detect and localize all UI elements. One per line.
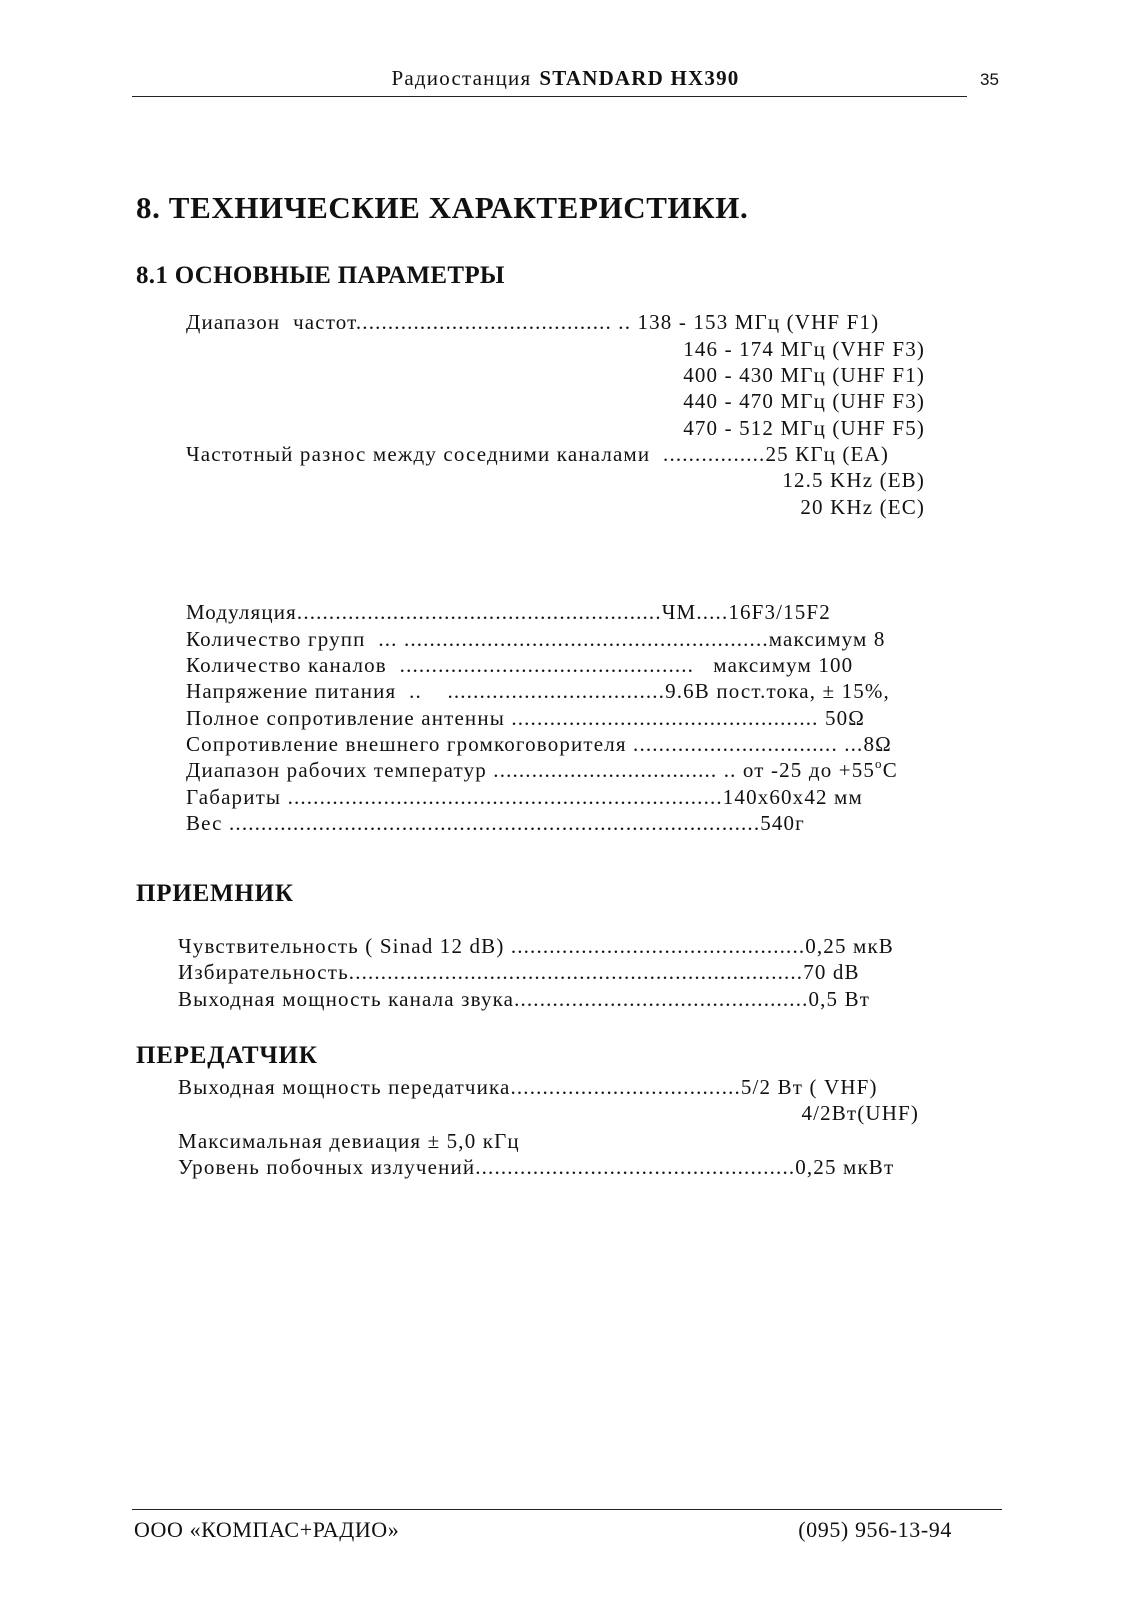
spec-supply-voltage: Напряжение питания .. ..................................9.6В пост.тока, ± 15%,	[186, 679, 890, 703]
spec-channel-spacing-3: 20 KHz (EC)	[800, 495, 925, 519]
spec-modulation: Модуляция.........................................................ЧМ.....16F3/15F2	[186, 600, 831, 624]
spec-max-deviation: Максимальная девиация ± 5,0 кГц	[178, 1129, 520, 1153]
spec-speaker-impedance: Сопротивление внешнего громкоговорителя ................................ ...8Ω	[186, 732, 892, 756]
subsection-heading: 8.1 ОСНОВНЫЕ ПАРАМЕТРЫ	[136, 262, 505, 289]
section-heading: 8. ТЕХНИЧЕСКИЕ ХАРАКТЕРИСТИКИ.	[136, 190, 749, 225]
footer-company: ООО «КОМПАС+РАДИО»	[134, 1517, 400, 1542]
spec-channel-spacing-2: 12.5 KHz (EB)	[782, 468, 925, 492]
spec-weight: Вес ...................................................................................540г	[186, 811, 805, 835]
spec-tx-power: Выходная мощность передатчика....................................5/2 Вт ( VHF)	[178, 1075, 878, 1099]
degree-sign: o	[875, 756, 883, 771]
spec-freq-range-5: 470 - 512 МГц (UHF F5)	[683, 416, 925, 440]
temperature-unit: C	[882, 758, 898, 782]
spec-freq-range: Диапазон частот........................................ .. 138 - 153 МГц (VHF F1)	[186, 310, 880, 334]
transmitter-heading: ПЕРЕДАТЧИК	[136, 1042, 318, 1069]
spec-channels: Количество каналов .............................................. максимум 100	[186, 653, 854, 677]
spec-tx-power-2: 4/2Вт(UHF)	[801, 1101, 919, 1125]
spec-temperature-range	[186, 757, 898, 784]
spec-channel-spacing: Частотный разнос между соседними каналами ................25 КГц (EA)	[186, 442, 889, 466]
spec-sensitivity: Чувствительность ( Sinad 12 dB) ..............................................0,25 мкВ	[178, 934, 894, 958]
spec-audio-output: Выходная мощность канала звука..............................................0,5 Вт	[178, 987, 871, 1011]
spec-antenna-impedance: Полное сопротивление антенны ................................................ 50Ω	[186, 706, 866, 730]
temperature-text: Диапазон рабочих температур ................................... .. от -25 до +55	[186, 758, 876, 782]
footer-rule	[132, 1509, 1002, 1510]
spec-freq-range-2: 146 - 174 МГц (VHF F3)	[683, 337, 925, 361]
spec-selectivity: Избирательность.......................................................................70 dB	[178, 960, 860, 984]
spec-dimensions: Габариты ....................................................................140х60х42 мм	[186, 785, 863, 809]
header-title-prefix: Радиостанция	[391, 66, 532, 90]
spec-freq-range-3: 400 - 430 МГц (UHF F1)	[683, 363, 925, 387]
header-model-name: STANDARD HX390	[539, 66, 740, 90]
spec-spurious-emissions: Уровень побочных излучений..................................................0,25 мкВт	[178, 1155, 895, 1179]
receiver-heading: ПРИЕМНИК	[136, 880, 294, 907]
spec-groups: Количество групп ... .........................................................максимум 8	[186, 627, 886, 651]
footer-phone: (095) 956-13-94	[798, 1517, 952, 1542]
running-header	[0, 66, 1131, 91]
header-rule	[132, 96, 967, 97]
page-number: 35	[980, 70, 999, 89]
spec-freq-range-4: 440 - 470 МГц (UHF F3)	[683, 389, 925, 413]
